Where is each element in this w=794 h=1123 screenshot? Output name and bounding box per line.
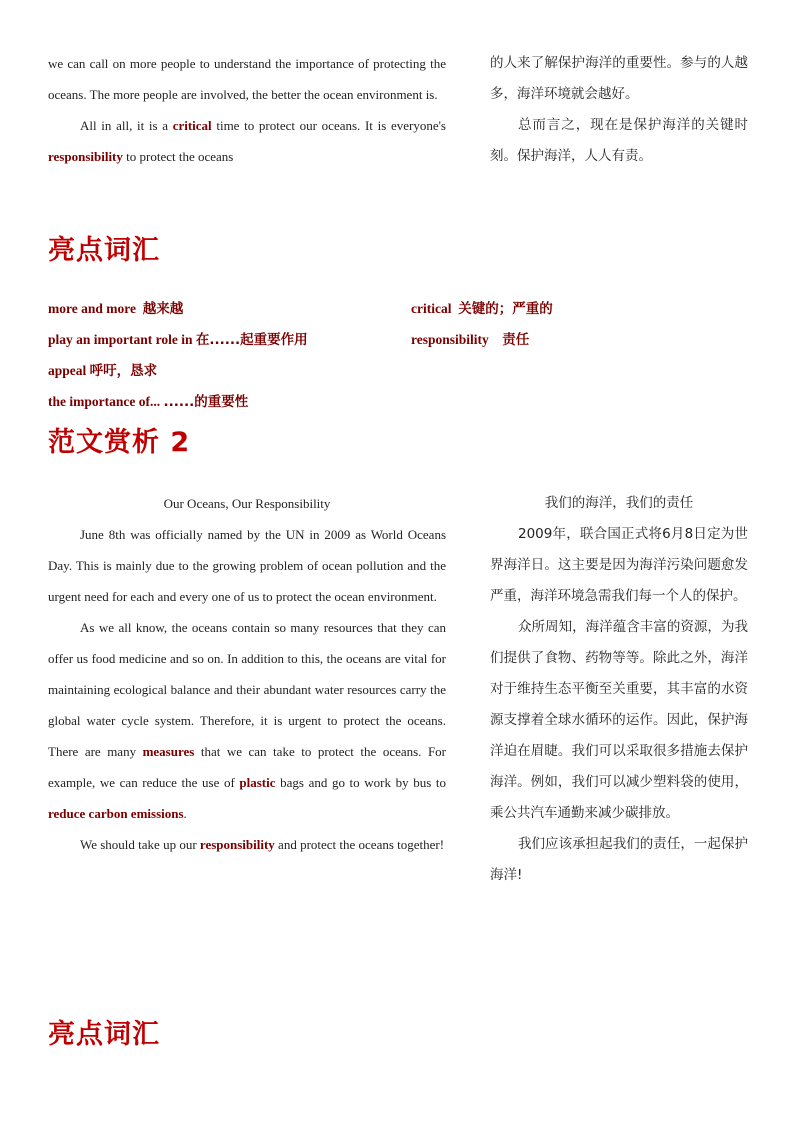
highlight-word: critical — [172, 118, 212, 133]
highlight-word: responsibility — [48, 149, 123, 164]
essay2-chinese-column — [490, 488, 748, 891]
vocab-cn: 越来越 — [142, 301, 184, 317]
essay2-zh-paragraph-1: 2009年，联合国正式将6月8日定为世界海洋日。这主要是因为海洋污染问题愈发严重，海洋环境急需我们每一个人的保护。 — [490, 526, 748, 604]
essay1-en-paragraph: we can call on more people to understand the importance of protecting the oceans. The more people are involved, the better the ocean environment is. — [48, 56, 446, 102]
essay2-english-column — [48, 488, 446, 860]
vocab-cn: 关键的；严重的 — [458, 301, 553, 317]
text-run: We should take up our — [80, 837, 200, 852]
text-run: bags and go to work by bus to — [275, 775, 446, 790]
essay2-zh-title: 我们的海洋，我们的责任 — [544, 495, 694, 511]
text-run: All in all, it is a — [80, 118, 173, 133]
essay2-en-paragraph-1: June 8th was officially named by the UN in 2009 as World Oceans Day. This is mainly due to the growing problem of ocean pollution and the urgent need for each and every one of us to protect the ocean environment. — [48, 527, 446, 604]
text-run: to protect the oceans — [122, 149, 234, 164]
essay2-zh-paragraph-2: 众所周知，海洋蕴含丰富的资源，为我们提供了食物、药物等等。除此之外，海洋对于维持生态平衡至关重要，其丰富的水资源支撑着全球水循环的运作。因此，保护海洋迫在眉睫。我们可以采取很多措施去保护海洋。例如，我们可以减少塑料袋的使用，乘公共汽车通勤来减少碳排放。 — [490, 619, 748, 821]
vocab-heading-2: 亮点词汇 — [48, 1019, 160, 1050]
vocab-heading: 亮点词汇 — [48, 235, 160, 266]
vocab-item — [48, 359, 157, 379]
vocab-en: play an important role in — [48, 332, 193, 347]
vocab-cn: 呼吁，恳求 — [89, 363, 158, 379]
highlight-word: plastic — [239, 775, 276, 790]
vocab-cn: 在......起重要作用 — [195, 332, 308, 348]
essay2-zh-paragraph-3: 我们应该承担起我们的责任，一起保护海洋! — [490, 836, 748, 883]
vocab-cn: 责任 — [502, 332, 530, 348]
vocab-item — [411, 328, 529, 348]
sample-essay-heading: 范文赏析 2 — [48, 427, 191, 458]
essay2-en-paragraph-2 — [48, 612, 446, 829]
highlight-word: responsibility — [199, 837, 275, 852]
highlight-word: reduce carbon emissions — [48, 806, 184, 821]
vocab-item — [48, 328, 308, 348]
text-run: that we can take to protect the oceans. For example, we can reduce the use of — [48, 744, 446, 790]
essay1-en-conclusion — [48, 110, 446, 172]
vocab-en: the importance of... — [48, 394, 161, 409]
essay1-zh-conclusion: 总而言之，现在是保护海洋的关键时刻。保护海洋，人人有责。 — [490, 117, 748, 164]
vocab-cn: ......的重要性 — [163, 394, 249, 410]
text-run: As we all know, the oceans contain so many resources that they can offer us food medicine and so on. In addition to this, the oceans are vital for maintaining ecological balance and their abundant water resources carry the global water cycle system. Therefore, it is urgent to protect the oceans. There are many — [48, 620, 446, 759]
essay1-zh-paragraph: 的人来了解保护海洋的重要性。参与的人越多，海洋环境就会越好。 — [490, 55, 748, 102]
vocab-item — [411, 297, 553, 317]
essay1-english-column — [48, 48, 446, 172]
vocab-item — [48, 390, 248, 410]
vocab-item — [48, 297, 183, 317]
vocab-en: critical — [411, 301, 452, 316]
essay1-chinese-column — [490, 48, 748, 172]
vocab-en: more and more — [48, 301, 136, 316]
vocab-en: responsibility — [411, 332, 489, 347]
essay2-en-title: Our Oceans, Our Responsibility — [163, 496, 331, 511]
essay2-en-paragraph-3 — [48, 829, 446, 860]
highlight-word: measures — [142, 744, 195, 759]
text-run: time to protect our oceans. It is everyone's — [211, 118, 446, 133]
vocab-en: appeal — [48, 363, 87, 378]
text-run: . — [183, 806, 187, 821]
text-run: and protect the oceans together! — [274, 837, 445, 852]
